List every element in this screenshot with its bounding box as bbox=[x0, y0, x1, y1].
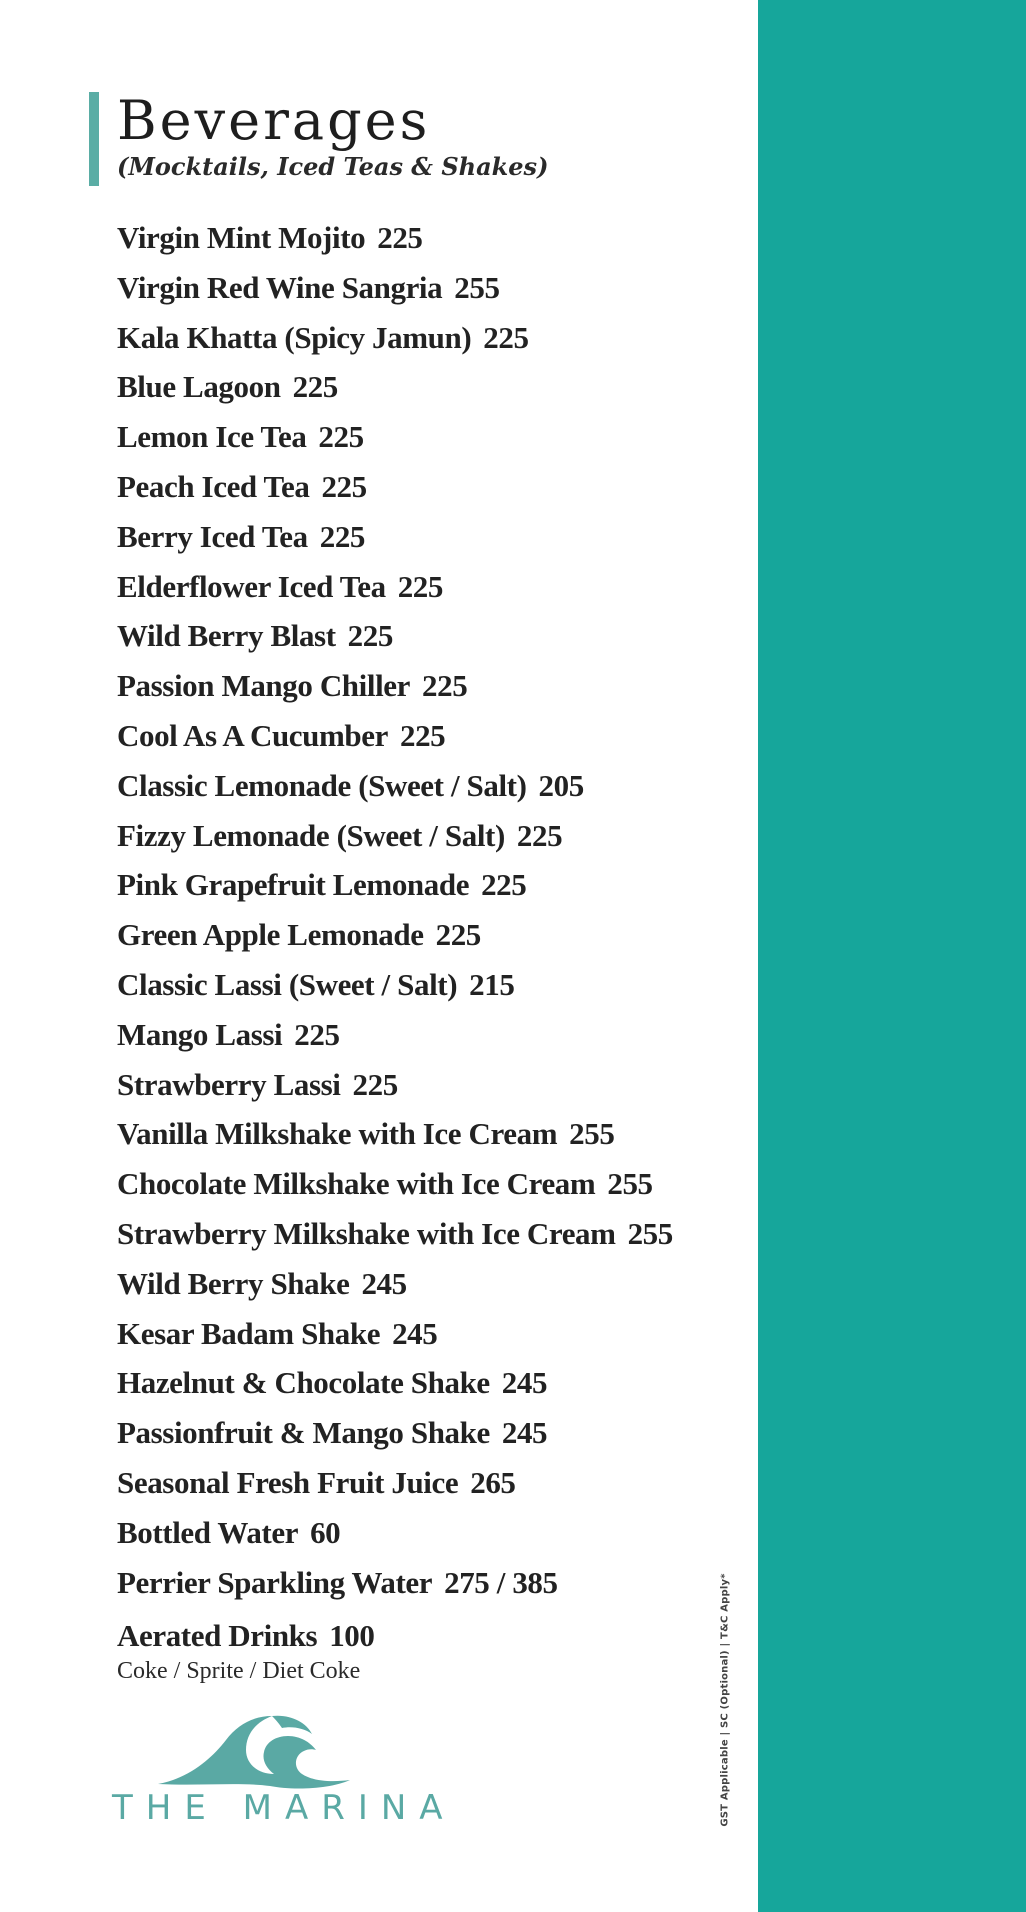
item-price: 255 bbox=[569, 1116, 615, 1152]
item-price: 225 bbox=[377, 220, 423, 255]
item-name: Blue Lagoon bbox=[117, 369, 281, 405]
item-price: 215 bbox=[469, 966, 515, 1002]
item-price: 265 bbox=[470, 1464, 516, 1500]
menu-item bbox=[117, 711, 673, 761]
item-name: Wild Berry Shake bbox=[117, 1265, 350, 1301]
item-price: 225 bbox=[397, 568, 443, 604]
aerated-drinks-options: Coke / Sprite / Diet Coke bbox=[117, 1658, 361, 1684]
item-price: 245 bbox=[501, 1415, 548, 1451]
section-title: Beverages bbox=[117, 89, 431, 152]
item-price: 225 bbox=[516, 817, 563, 853]
item-price: 225 bbox=[422, 668, 468, 704]
menu-item bbox=[117, 1209, 673, 1259]
menu-item bbox=[117, 1060, 673, 1110]
item-price: 255 bbox=[607, 1166, 653, 1202]
item-name: Elderflower Iced Tea bbox=[117, 568, 386, 604]
item-price: 225 bbox=[481, 867, 527, 903]
menu-item bbox=[117, 412, 673, 462]
item-price: 245 bbox=[361, 1265, 407, 1301]
item-name: Passion Mango Chiller bbox=[117, 668, 411, 704]
item-price: 225 bbox=[435, 917, 481, 953]
menu-item bbox=[117, 1408, 673, 1458]
item-name: Seasonal Fresh Fruit Juice bbox=[117, 1464, 459, 1500]
menu-item bbox=[117, 860, 673, 910]
menu-item bbox=[117, 313, 673, 363]
item-name: Perrier Sparkling Water bbox=[117, 1564, 433, 1600]
menu-item bbox=[117, 1309, 673, 1359]
menu-item bbox=[117, 213, 673, 263]
menu-item bbox=[117, 811, 673, 861]
item-name: Strawberry Milkshake with Ice Cream bbox=[117, 1215, 616, 1251]
item-price: 225 bbox=[321, 468, 367, 504]
item-name: Bottled Water bbox=[117, 1514, 299, 1550]
menu-item bbox=[117, 1109, 673, 1159]
brand-wordmark: THE MARINA bbox=[112, 1788, 456, 1828]
menu-item bbox=[117, 1010, 673, 1060]
menu-item bbox=[117, 362, 673, 412]
item-price: 225 bbox=[318, 419, 364, 455]
menu-item bbox=[117, 1159, 673, 1209]
item-name: Berry Iced Tea bbox=[117, 518, 308, 554]
item-name: Fizzy Lemonade (Sweet / Salt) bbox=[117, 817, 505, 853]
item-price: 100 bbox=[329, 1618, 375, 1653]
menu-item bbox=[117, 960, 673, 1010]
item-price: 245 bbox=[392, 1315, 438, 1351]
item-price: 255 bbox=[454, 269, 500, 305]
item-price: 255 bbox=[627, 1215, 673, 1251]
menu-item bbox=[117, 1508, 673, 1558]
item-price: 205 bbox=[538, 767, 584, 803]
menu-item bbox=[117, 1458, 673, 1508]
item-name: Kesar Badam Shake bbox=[117, 1315, 381, 1351]
menu-item bbox=[117, 1358, 673, 1408]
menu-item bbox=[117, 611, 673, 661]
teal-side-panel bbox=[758, 0, 1026, 1912]
item-name: Vanilla Milkshake with Ice Cream bbox=[117, 1116, 558, 1152]
item-name: Virgin Mint Mojito bbox=[117, 220, 366, 255]
item-name: Cool As A Cucumber bbox=[117, 717, 388, 753]
item-price: 225 bbox=[347, 618, 393, 654]
item-price: 225 bbox=[292, 369, 338, 405]
item-price: 275 / 385 bbox=[444, 1564, 558, 1600]
item-price: 225 bbox=[319, 518, 366, 554]
item-name: Mango Lassi bbox=[117, 1016, 283, 1052]
item-price: 245 bbox=[501, 1365, 548, 1401]
item-name: Green Apple Lemonade bbox=[117, 917, 424, 953]
menu-item bbox=[117, 562, 673, 612]
item-name: Aerated Drinks bbox=[117, 1618, 318, 1653]
item-name: Wild Berry Blast bbox=[117, 618, 336, 654]
menu-item bbox=[117, 1558, 673, 1608]
item-name: Chocolate Milkshake with Ice Cream bbox=[117, 1166, 596, 1202]
item-price: 225 bbox=[352, 1066, 398, 1102]
item-name: Virgin Red Wine Sangria bbox=[117, 269, 443, 305]
aerated-drinks-item bbox=[117, 1614, 375, 1684]
title-accent-bar bbox=[89, 92, 99, 186]
item-name: Kala Khatta (Spicy Jamun) bbox=[117, 319, 472, 355]
menu-item bbox=[117, 910, 673, 960]
menu-item bbox=[117, 761, 673, 811]
menu-item bbox=[117, 263, 673, 313]
item-price: 225 bbox=[483, 319, 529, 355]
section-subtitle: (Mocktails, Iced Teas & Shakes) bbox=[117, 152, 549, 181]
item-name: Lemon Ice Tea bbox=[117, 419, 307, 455]
tax-footnote: GST Applicable | SC (Optional) | T&C Apply* bbox=[719, 1573, 731, 1827]
menu-item bbox=[117, 512, 673, 562]
menu-list bbox=[117, 213, 673, 1607]
menu-item bbox=[117, 462, 673, 512]
item-name: Passionfruit & Mango Shake bbox=[117, 1415, 490, 1451]
menu-item bbox=[117, 1259, 673, 1309]
item-name: Classic Lassi (Sweet / Salt) bbox=[117, 966, 458, 1002]
item-price: 225 bbox=[294, 1016, 340, 1052]
item-name: Hazelnut & Chocolate Shake bbox=[117, 1365, 490, 1401]
item-name: Peach Iced Tea bbox=[117, 468, 310, 504]
item-name: Classic Lemonade (Sweet / Salt) bbox=[117, 767, 527, 803]
item-name: Strawberry Lassi bbox=[117, 1066, 341, 1102]
wave-logo-icon bbox=[150, 1712, 360, 1790]
item-price: 225 bbox=[399, 717, 446, 753]
item-name: Pink Grapefruit Lemonade bbox=[117, 867, 470, 903]
menu-item bbox=[117, 661, 673, 711]
item-price: 60 bbox=[310, 1514, 341, 1550]
